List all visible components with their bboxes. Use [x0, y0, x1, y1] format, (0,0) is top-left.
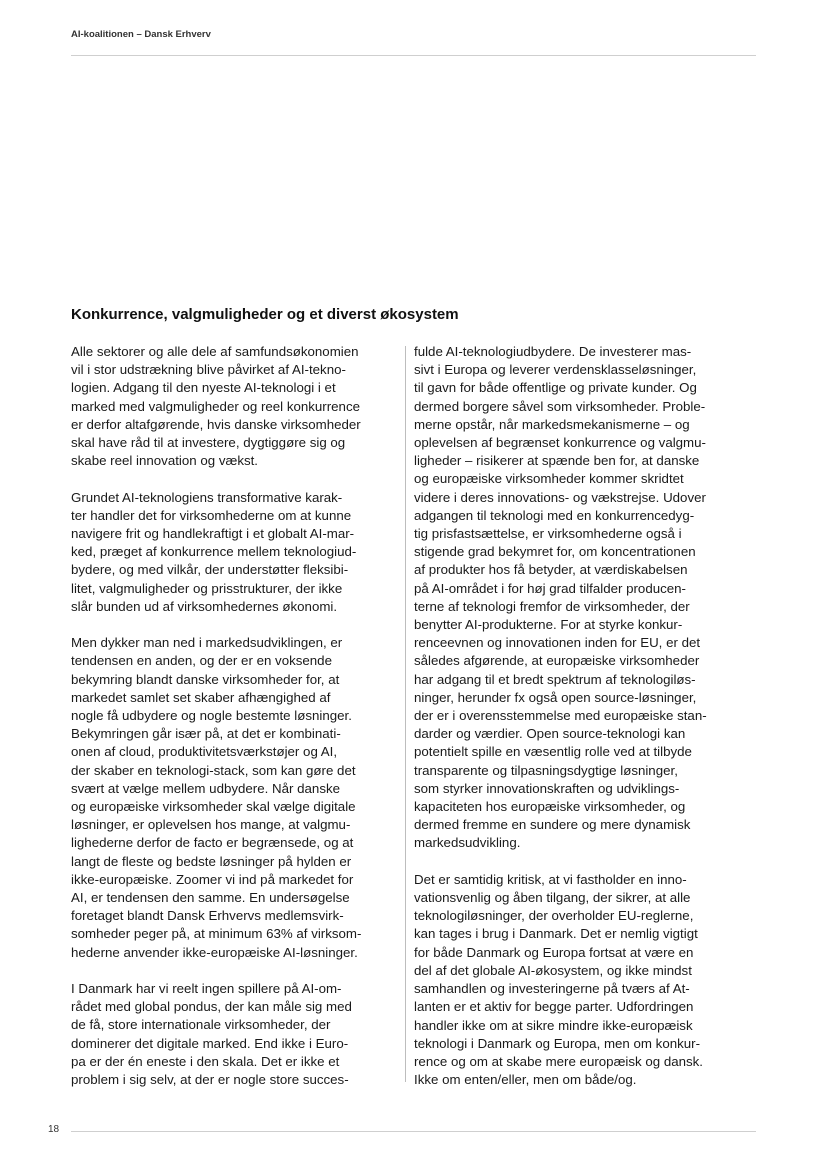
text-line: handler ikke om at sikre mindre ikke-europæisk	[414, 1017, 693, 1033]
text-line: merne opstår, når markedsmekanismerne – og	[414, 416, 690, 432]
text-line: Det er samtidig kritisk, at vi fastholder en inno-	[414, 871, 687, 887]
text-line: skal have råd til at investere, dygtiggøre sig og	[71, 435, 346, 451]
text-line: rådet med global pondus, der kan måle sig med	[71, 999, 352, 1015]
text-line: navigere frit og handlekraftigt i et globalt AI-mar-	[71, 526, 355, 542]
text-line: rence og om at skabe mere europæisk og dansk.	[414, 1053, 703, 1069]
text-line: for både Danmark og Europa fortsat at være en	[414, 944, 694, 960]
text-line: svært at vælge mellem udbydere. Når danske	[71, 780, 341, 796]
text-line: benytter AI-produkterne. For at styrke konkur-	[414, 617, 683, 633]
text-line: til gavn for både offentlige og private kunder. Og	[414, 380, 697, 396]
paragraph	[71, 343, 396, 470]
text-line: tig prisfastsættelse, er virksomhederne også i	[414, 526, 682, 542]
text-line: teknologi i Danmark og Europa, men om konkur-	[414, 1035, 701, 1051]
text-line: stigende grad bekymret for, om koncentrationen	[414, 544, 696, 560]
text-line: nogle få udbydere og nogle bestemte løsninger.	[71, 708, 352, 724]
text-line: problem i sig selv, at der er nogle store succes-	[71, 1072, 349, 1088]
header-divider	[71, 55, 756, 56]
text-line: som styrker innovationskraften og udviklings-	[414, 780, 680, 796]
text-line: AI, er tendensen den samme. En undersøgelse	[71, 890, 350, 906]
running-header: AI-koalitionen – Dansk Erhverv	[71, 29, 211, 40]
text-line: ter handler det for virksomhederne om at kunne	[71, 507, 352, 523]
text-line: dermed borgere såvel som virksomheder. Proble-	[414, 398, 706, 414]
text-line: ikke-europæiske. Zoomer vi ind på markedet for	[71, 871, 354, 887]
text-line: transparente og tilpasningsdygtige løsninger,	[414, 762, 678, 778]
text-line: markedet samlet set skaber afhængighed af	[71, 689, 331, 705]
text-line: dermed fremme en sundere og mere dynamisk	[414, 817, 691, 833]
text-line: bydere, og med vilkår, der understøtter fleksibi-	[71, 562, 349, 578]
text-line: er derfor altafgørende, hvis danske virksomheder	[71, 416, 361, 432]
paragraph	[71, 980, 396, 1089]
text-line: pa er der én eneste i den skala. Det er ikke et	[71, 1053, 340, 1069]
text-line: hederne anvender ikke-europæiske AI-løsninger.	[71, 944, 358, 960]
text-line: markedsudvikling.	[414, 835, 521, 851]
text-line: samhandlen og investeringerne på tværs af At-	[414, 981, 690, 997]
text-line: onen af cloud, produktivitetsværkstøjer og AI,	[71, 744, 338, 760]
text-line: og europæiske virksomheder kommer skridtet	[414, 471, 684, 487]
text-line: oplevelsen af begrænset konkurrence og valgmu-	[414, 435, 706, 451]
text-line: skabe reel innovation og vækst.	[71, 453, 259, 469]
text-line: de få, store internationale virksomheder, der	[71, 1017, 331, 1033]
text-line: kapaciteten hos europæiske virksomheder, og	[414, 799, 686, 815]
column-divider	[405, 346, 406, 1082]
text-line: kan tages i brug i Danmark. Det er nemlig vigtigt	[414, 926, 698, 942]
section-title: Konkurrence, valgmuligheder og et diverst økosystem	[71, 306, 459, 323]
text-line: renceevnen og innovationen inden for EU, er det	[414, 635, 701, 651]
paragraph	[71, 634, 396, 962]
text-line: ked, præget af konkurrence mellem teknologiud-	[71, 544, 357, 560]
text-line: på AI-området i for høj grad tilfalder producen-	[414, 580, 686, 596]
text-line: sivt i Europa og leverer verdensklasseløsninger,	[414, 362, 697, 378]
text-line: lighederne derfor de facto er begrænsede, og at	[71, 835, 354, 851]
text-line: lanten er et aktiv for begge parter. Udfordringen	[414, 999, 694, 1015]
footer-divider	[71, 1131, 756, 1132]
text-line: potentielt spille en væsentlig rolle ved at tilbyde	[414, 744, 692, 760]
text-line: Bekymringen går især på, at det er kombinati-	[71, 726, 341, 742]
text-line: foretaget blandt Dansk Erhvervs medlemsvirk-	[71, 908, 344, 924]
text-line: Men dykker man ned i markedsudviklingen, er	[71, 635, 343, 651]
text-line: har adgang til et bredt spektrum af teknologiløs-	[414, 671, 696, 687]
text-line: logien. Adgang til den nyeste AI-teknologi i et	[71, 380, 336, 396]
text-line: I Danmark har vi reelt ingen spillere på AI-om-	[71, 981, 342, 997]
text-line: adgangen til teknologi med en konkurrencedyg-	[414, 507, 695, 523]
text-line: vationsvenlig og åben tilgang, der sikrer, at alle	[414, 890, 691, 906]
text-line: vil i stor udstrækning blive påvirket af AI-tekno-	[71, 362, 346, 378]
text-line: ninger, herunder fx også open source-løsninger,	[414, 689, 697, 705]
text-line: del af det globale AI-økosystem, og ikke mindst	[414, 962, 692, 978]
text-line: marked med valgmuligheder og reel konkurrence	[71, 398, 360, 414]
text-line: af produkter hos få betyder, at værdiskabelsen	[414, 562, 688, 578]
text-line: terne af teknologi fremfor de virksomheder, der	[414, 598, 690, 614]
text-line: darder og værdier. Open source-teknologi kan	[414, 726, 686, 742]
text-line: der er i overensstemmelse med europæiske stan-	[414, 708, 707, 724]
paragraph	[414, 871, 744, 1089]
text-line: dominerer det digitale marked. End ikke i Euro-	[71, 1035, 349, 1051]
left-text-column	[71, 343, 396, 1089]
text-line: Grundet AI-teknologiens transformative karak-	[71, 489, 343, 505]
text-line: Alle sektorer og alle dele af samfundsøkonomien	[71, 344, 359, 359]
text-line: videre i deres innovations- og vækstrejse. Udover	[414, 489, 706, 505]
text-line: løsninger, er oplevelsen hos mange, at valgmu-	[71, 817, 351, 833]
text-line: somheder peger på, at minimum 63% af virksom-	[71, 926, 362, 942]
text-line: langt de fleste og bedste løsninger på hylden er	[71, 853, 352, 869]
text-line: slår bunden ud af virksomhedernes økonomi.	[71, 598, 338, 614]
right-text-column	[414, 343, 744, 1089]
text-line: tendensen en anden, og der er en voksende	[71, 653, 332, 669]
text-line: fulde AI-teknologiudbydere. De investerer mas-	[414, 344, 692, 359]
text-line: bekymring blandt danske virksomheder for, at	[71, 671, 340, 687]
paragraph	[71, 489, 396, 616]
text-line: litet, valgmuligheder og prisstrukturer, der ikke	[71, 580, 343, 596]
text-line: der skaber en teknologi-stack, som kan gøre det	[71, 762, 356, 778]
text-line: således afgørende, at europæiske virksomheder	[414, 653, 700, 669]
paragraph	[414, 343, 744, 853]
text-line: og europæiske virksomheder skal vælge digitale	[71, 799, 356, 815]
page-number: 18	[48, 1124, 60, 1135]
text-line: teknologiløsninger, der overholder EU-reglerne,	[414, 908, 694, 924]
text-line: ligheder – risikerer at spænde ben for, at danske	[414, 453, 700, 469]
text-line: Ikke om enten/eller, men om både/og.	[414, 1072, 637, 1088]
